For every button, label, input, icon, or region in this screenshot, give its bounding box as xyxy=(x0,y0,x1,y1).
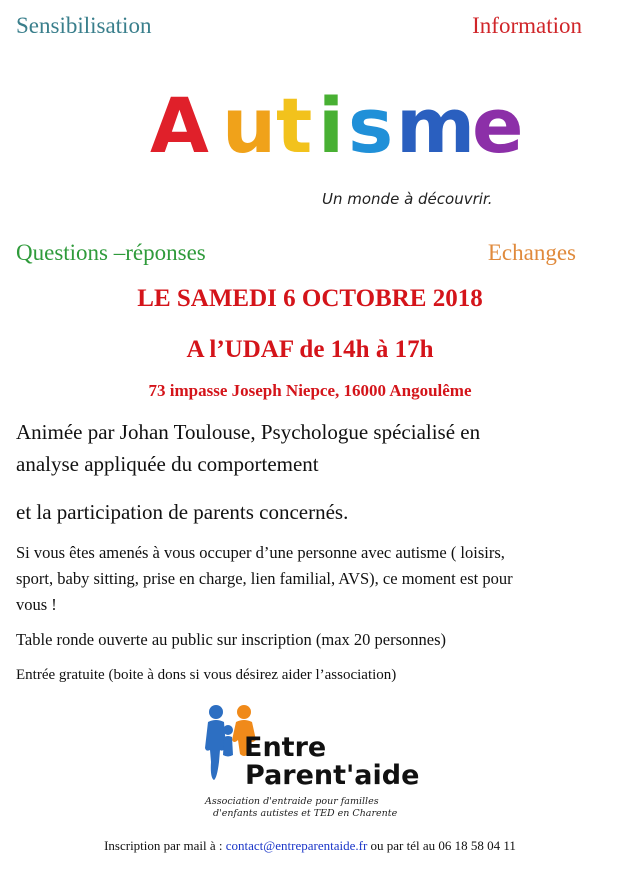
audience-line-3: vous ! xyxy=(16,595,57,614)
animation-line-1: Animée par Johan Toulouse, Psychologue spécialisé en xyxy=(16,420,481,444)
logo-subtitle-1: Association d'entraide pour familles xyxy=(205,796,379,807)
footer-phone: ou par tél au 06 18 58 04 11 xyxy=(367,838,516,853)
animation-line-2: analyse appliquée du comportement xyxy=(16,452,319,476)
logo-text-entre: Entre xyxy=(244,732,327,763)
title-letter: e xyxy=(472,81,524,170)
title-letter: i xyxy=(318,81,345,170)
autisme-title xyxy=(150,60,550,170)
contact-email-link[interactable]: contact@entreparentaide.fr xyxy=(225,838,368,853)
title-letter: t xyxy=(276,81,313,170)
header-right-label: Information xyxy=(472,13,582,38)
theme-echanges: Echanges xyxy=(487,240,576,265)
table-ronde-text: Table ronde ouverte au public sur inscription (max 20 personnes) xyxy=(16,630,447,649)
event-address: 73 impasse Joseph Niepce, 16000 Angoulême xyxy=(148,381,472,400)
theme-questions: Questions –réponses xyxy=(16,240,206,265)
title-letter: A xyxy=(150,81,209,170)
footer-prefix: Inscription par mail à : xyxy=(104,838,226,853)
footer-contact xyxy=(0,838,620,854)
title-letter: s xyxy=(348,81,394,170)
event-place: A l’UDAF de 14h à 17h xyxy=(186,336,434,363)
logo-subtitle-2: d'enfants autistes et TED en Charente xyxy=(213,808,398,819)
tagline: Un monde à découvrir. xyxy=(322,190,493,208)
header-left-label: Sensibilisation xyxy=(16,13,152,38)
title-letter: u xyxy=(222,81,277,170)
event-date: LE SAMEDI 6 OCTOBRE 2018 xyxy=(137,285,483,312)
title-letter: m xyxy=(396,81,476,170)
entree-text: Entrée gratuite (boite à dons si vous désirez aider l’association) xyxy=(16,667,397,683)
logo-text-parentaide: Parent'aide xyxy=(245,760,420,791)
animation-line-3: et la participation de parents concernés. xyxy=(16,500,349,524)
audience-line-2: sport, baby sitting, prise en charge, lien familial, AVS), ce moment est pour xyxy=(16,569,513,588)
audience-line-1: Si vous êtes amenés à vous occuper d’une personne avec autisme ( loisirs, xyxy=(16,543,505,562)
